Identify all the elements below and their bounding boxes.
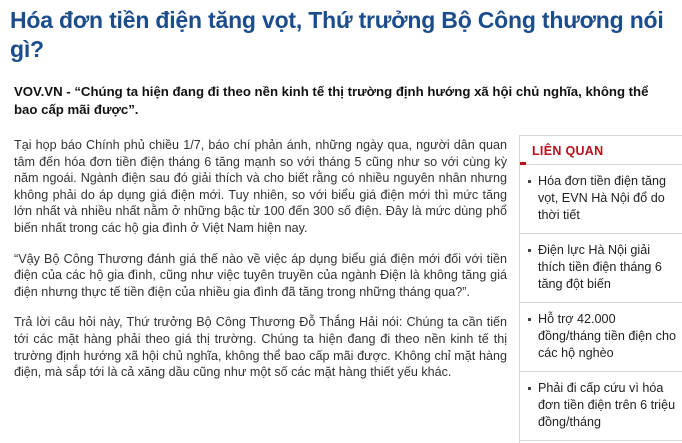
- related-list: [520, 165, 682, 441]
- article-paragraph-2: “Vậy Bộ Công Thương đánh giá thế nào về việc áp dụng biểu giá điện mới đối với tiền điện của các hộ gia đình, cũng như việc tuyên truyền của ngành Điện là không tăng giá điện nhưng thực tế tiền điện của nhiều gia đình đã tăng trong những tháng qua?”.: [14, 251, 507, 299]
- article-paragraph-1: Tại họp báo Chính phủ chiều 1/7, báo chí phản ánh, những ngày qua, người dân quan tâm đến hóa đơn tiền điện tháng 6 tăng mạnh so với tháng 5 cũng như so với cùng kỳ năm ngoái. Ngành điện sau đó giải thích và cho biết rằng có nhiều nguyên nhân nhưng không phải do áp dụng giá điện mới. Tuy nhiên, so với biểu giá điện mới thì mức tăng lớn nhất và nhiều nhất nằm ở những bậc từ 100 đến 300 số điện. Đây là mức dùng phổ biến nhất trong các hộ gia đình ở Việt Nam hiện nay.: [14, 138, 507, 235]
- article-sapo: VOV.VN - “Chúng ta hiện đang đi theo nền kinh tế thị trường định hướng xã hội chủ nghĩa, không thể bao cấp mãi được”.: [14, 84, 649, 117]
- related-link-3[interactable]: Hỗ trợ 42.000 đồng/tháng tiền điện cho các hộ nghèo: [520, 303, 682, 372]
- related-link-2[interactable]: Điện lực Hà Nội giải thích tiền điện tháng 6 tăng đột biến: [520, 234, 682, 303]
- related-link-4[interactable]: Phải đi cấp cứu vì hóa đơn tiền điện trên 6 triệu đồng/tháng: [520, 372, 682, 441]
- article-title: Hóa đơn tiền điện tăng vọt, Thứ trưởng Bộ Công thương nói gì?: [10, 7, 664, 62]
- related-link-1[interactable]: Hóa đơn tiền điện tăng vọt, EVN Hà Nội đổ do thời tiết: [520, 165, 682, 234]
- related-box: [519, 135, 682, 443]
- related-header: LIÊN QUAN: [532, 144, 604, 158]
- article-paragraph-3: Trả lời câu hỏi này, Thứ trưởng Bộ Công Thương Đỗ Thắng Hải nói: Chúng ta cần tiến tới các mặt hàng phải theo giá thị trường. Chúng ta hiện đang đi theo nền kinh tế thị trường định hướng xã hội chủ nghĩa, không thể bao cấp mãi được. Không chỉ mặt hàng điện, mà sắp tới là cả xăng dầu cũng như một số các mặt hàng thiết yếu khác.: [14, 315, 507, 380]
- article-body: [14, 137, 507, 395]
